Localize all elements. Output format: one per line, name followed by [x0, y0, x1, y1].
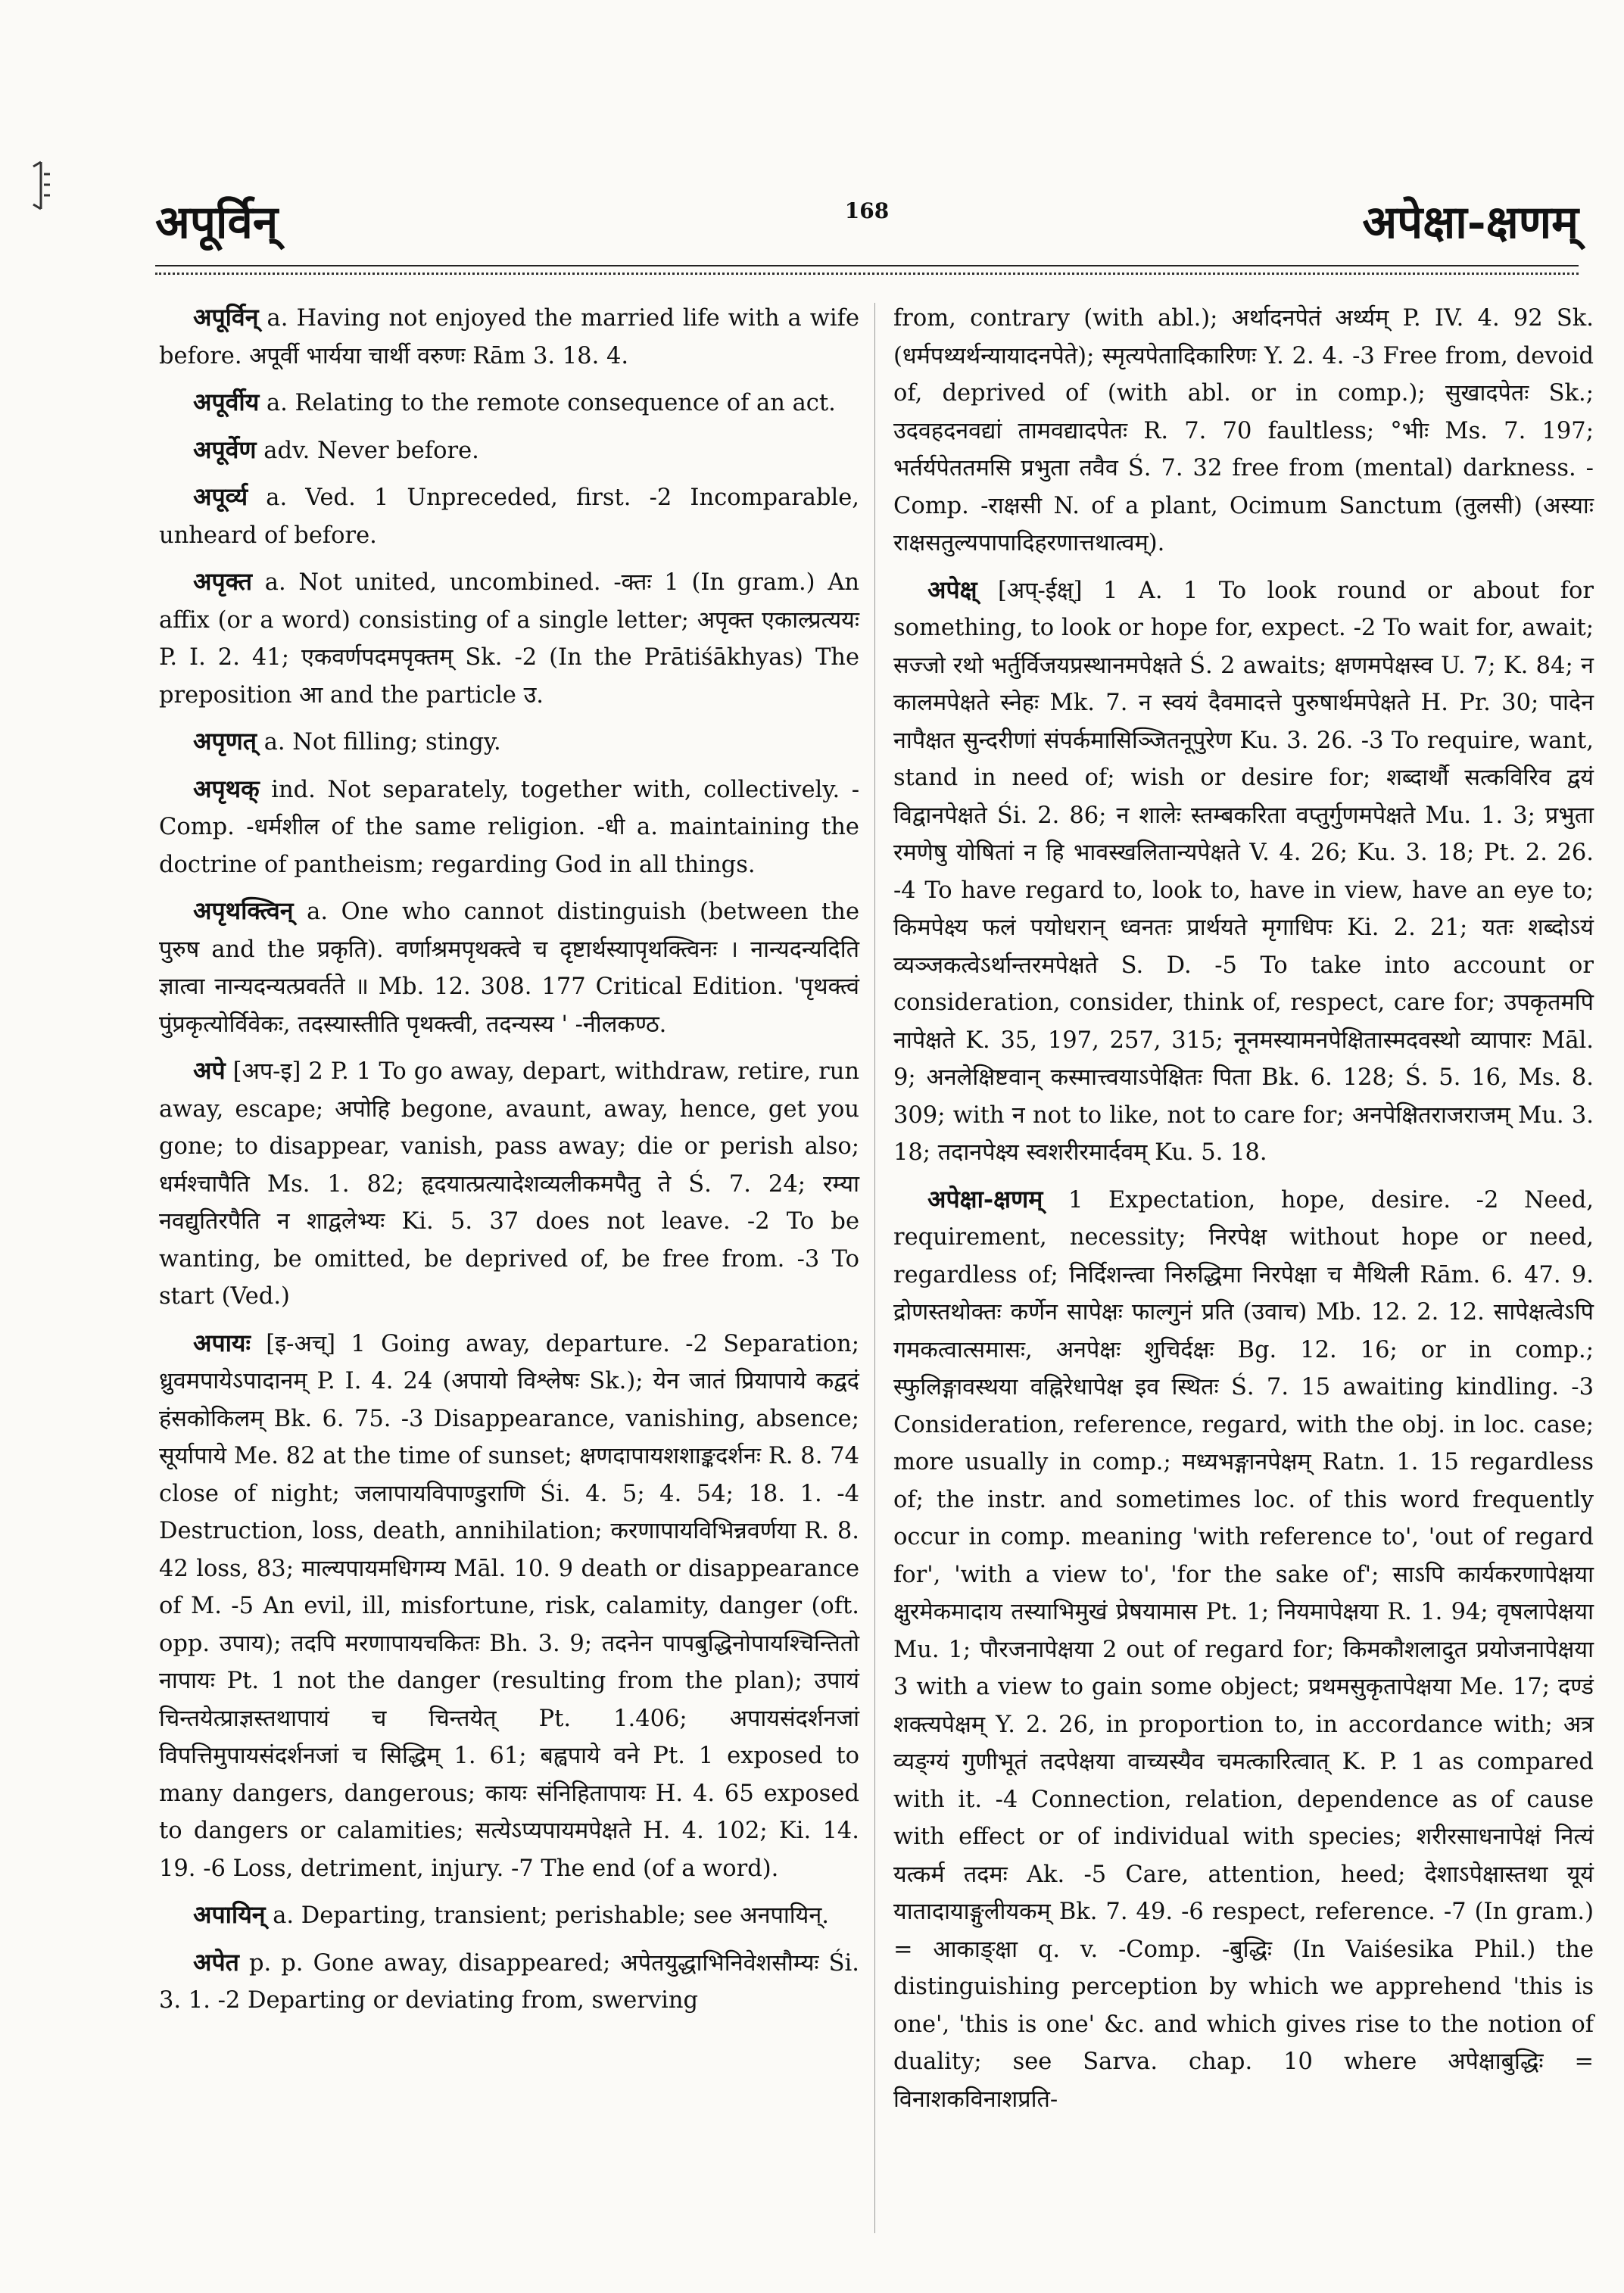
entry-definition: a. Not filling; stingy.: [257, 729, 501, 756]
entry-headword: अपायिन्: [193, 1900, 266, 1929]
entry-headword: अपृणत्: [193, 727, 257, 756]
header-left-word: अपूर्विन्: [155, 196, 279, 249]
entry-headword: अपृथक्: [193, 774, 260, 803]
margin-bracket-mark: [27, 159, 55, 212]
entry-headword: अपूर्विन्: [193, 303, 259, 332]
entry-definition: a. Relating to the remote consequence of an act.: [259, 390, 836, 416]
entry-headword: अपेक्षा-क्षणम्: [927, 1184, 1043, 1213]
column-divider: [874, 303, 875, 2233]
entry-definition: a. Departing, transient; perishable; see अनपायिन्.: [265, 1902, 829, 1929]
dictionary-entry: [159, 1325, 859, 1888]
running-header: [155, 189, 1579, 250]
right-column: [893, 299, 1594, 2127]
page-number: 168: [844, 198, 890, 223]
entry-headword: अपृथक्त्विन्: [193, 896, 294, 925]
dictionary-entry: [893, 1181, 1594, 2119]
entry-headword: अपे: [193, 1056, 226, 1085]
entry-headword: अपायः: [193, 1328, 251, 1357]
entry-definition: [इ-अच्] 1 Going away, departure. -2 Separation; ध्रुवमपायेऽपादानम् P. I. 4. 24 (अपायो विश्लेषः Sk.); येन जातं प्रियापाये कद्वदं हंसकोकिलम् Bk. 6. 75. -3 Disappearance, vanishing, absence; सूर्यापाये Me. 82 at the time of sunset; क्षणदापायशशाङ्कदर्शनः R. 8. 74 close of night; जलापायविपाण्डुराणि Śi. 4. 5; 4. 54; 18. 1. -4 Destruction, loss, death, annihilation; करणापायविभिन्नवर्णया R. 8. 42 loss, 83; माल्यपायमधिगम्य Māl. 10. 9 death or disappearance of M. -5 An evil, ill, misfortune, risk, calamity, danger (oft. opp. उपाय); तदपि मरणापायचकितः Bh. 3. 9; तदनेन पापबुद्धिनोपायश्चिन्तितो नापायः Pt. 1 not the danger (resulting from the plan); उपायं चिन्तयेत्प्राज्ञस्तथापायं च चिन्तयेत् Pt. 1.406; अपायसंदर्शनजां विपत्तिमुपायसंदर्शनजां च सिद्धिम् 1. 61; बह्वपाये वने Pt. 1 exposed to many dangers, dangerous; कायः संनिहितापायः H. 4. 65 exposed to dangers or calamities; सत्येऽप्यपायमपेक्षते H. 4. 102; Ki. 14. 19. -6 Loss, detriment, injury. -7 The end (of a word).: [159, 1330, 859, 1882]
entry-headword: अपेक्ष्: [927, 575, 977, 604]
entry-definition: [अप-इ] 2 P. 1 To go away, depart, withdraw, retire, run away, escape; अपोहि begone, avaunt, away, hence, get you gone; to disappear, vanish, pass away; die or perish also; धर्मश्चापैति Ms. 1. 82; हृदयात्प्रत्यादेशव्यलीकमपैतु ते Ś. 7. 24; रम्या नवद्युतिरपैति न शाद्वलेभ्यः Ki. 5. 37 does not leave. -2 To be wanting, be omitted, be deprived of, be free from. -3 To start (Ved.): [159, 1058, 859, 1310]
entry-definition: from, contrary (with abl.); अर्थादनपेतं अर्थ्यम् P. IV. 4. 92 Sk. (धर्मपथ्यर्थन्यायादनपेते); स्मृत्यपेतादिकारिणः Y. 2. 4. -3 Free from, devoid of, deprived of (with abl. or in comp.); सुखादपेतः Sk.; उदवहदनवद्यां तामवद्यादपेतः R. 7. 70 faultless; °भीः Ms. 7. 197; भर्तर्यपेततमसि प्रभुता तवैव Ś. 7. 32 free from (mental) darkness. -Comp. -राक्षसी N. of a plant, Ocimum Sanctum (तुलसी) (अस्याः राक्षसतुल्यपापादिहरणात्तथात्वम्).: [893, 305, 1594, 556]
entry-definition: p. p. Gone away, disappeared; अपेतयुद्धाभिनिवेशसौम्यः Śi. 3. 1. -2 Departing or deviating from, swerving: [159, 1949, 859, 2014]
dictionary-entry: [159, 431, 859, 470]
entry-headword: अपृक्त: [193, 567, 253, 596]
dictionary-entry: [159, 478, 859, 554]
header-right-word: अपेक्षा-क्षणम्: [1362, 196, 1579, 249]
entry-definition: ind. Not separately, together with, collectively. -Comp. -धर्मशील of the same religion. -धी a. maintaining the doctrine of pantheism; regarding God in all things.: [159, 776, 859, 878]
dictionary-entry: [159, 1052, 859, 1316]
entry-headword: अपेत: [193, 1947, 239, 1977]
dictionary-entry: [159, 893, 859, 1043]
dictionary-entry: [159, 723, 859, 762]
dictionary-entry: [159, 771, 859, 884]
entry-definition: [अप्-ईक्ष्] 1 A. 1 To look round or about for something, to look or hope for, expect. -2 To wait for, await; सज्जो रथो भर्तुर्विजयप्रस्थानमपेक्षते Ś. 2 awaits; क्षणमपेक्षस्व U. 7; K. 84; न कालमपेक्षते स्नेहः Mk. 7. न स्वयं दैवमादत्ते पुरुषार्थमपेक्षते H. Pr. 30; पादेन नापैक्षत सुन्दरीणां संपर्कमासिञ्जितनूपुरेण Ku. 3. 26. -3 To require, want, stand in need of; wish or desire for; शब्दार्थौ सत्कविरिव द्वयं विद्वानपेक्षते Śi. 2. 86; न शालेः स्तम्बकरिता वप्तुर्गुणमपेक्षते Mu. 1. 3; प्रभुता रमणेषु योषितां न हि भावस्खलितान्यपेक्षते V. 4. 26; Ku. 3. 18; Pt. 2. 26. -4 To have regard to, look to, have in view, have an eye to; किमपेक्ष्य फलं पयोधरान् ध्वनतः प्रार्थयते मृगाधिपः Ki. 2. 21; यतः शब्दोऽयं व्यञ्जकत्वेऽर्थान्तरमपेक्षते S. D. -5 To take into account or consideration, consider, think of, respect, care for; उपकृतमपि नापेक्षते K. 35, 197, 257, 315; नूनमस्यामनपेक्षितास्मदवस्थो व्यापारः Māl. 9; अनलेक्षिष्टवान् कस्मात्त्वयाऽपेक्षितः पिता Bk. 6. 128; Ś. 5. 16, Ms. 8. 309; with न not to like, not to care for; अनपेक्षितराजराजम् Mu. 3. 18; तदानपेक्ष्य स्वशरीरमार्दवम् Ku. 5. 18.: [893, 577, 1594, 1166]
left-column: [159, 299, 859, 2029]
dictionary-entry-continued: [893, 299, 1594, 562]
header-rule: [155, 265, 1579, 266]
dictionary-entry: [159, 1896, 859, 1935]
entry-definition: a. Not united, uncombined. -क्तः 1 (In gram.) An affix (or a word) consisting of a single letter; अपृक्त एकाल्प्रत्ययः P. I. 2. 41; एकवर्णपदमपृक्तम् Sk. -2 (In the Prātiśākhyas) The preposition आ and the particle उ.: [159, 569, 859, 709]
entry-headword: अपूर्वीय: [193, 388, 260, 416]
dictionary-entry: [159, 299, 859, 375]
entry-headword: अपूर्व्य: [193, 482, 248, 511]
header-dotted-rule: [155, 273, 1579, 275]
entry-definition: adv. Never before.: [256, 437, 479, 464]
dictionary-entry: [159, 563, 859, 714]
dictionary-entry: [159, 1944, 859, 2020]
entry-definition: 1 Expectation, hope, desire. -2 Need, requirement, necessity; निरपेक्ष without hope or need, regardless of; निर्दिशन्त्वा निरुद्धिमा निरपेक्षा च मैथिली Rām. 6. 47. 9. द्रोणस्तथोक्तः कर्णेन सापेक्षः फाल्गुनं प्रति (उवाच) Mb. 12. 2. 12. सापेक्षत्वेऽपि गमकत्वात्समासः, अनपेक्षः शुचिर्दक्षः Bg. 12. 16; or in comp.; स्फुलिङ्गावस्थया वह्निरेधापेक्ष इव स्थितः Ś. 7. 15 awaiting kindling. -3 Consideration, reference, regard, with the obj. in loc. case; more usually in comp.; मध्यभङ्गानपेक्षम् Ratn. 1. 15 regardless of; the instr. and sometimes loc. of this word frequently occur in comp. meaning 'with reference to', 'out of regard for', 'with a view to', 'for the sake of'; साऽपि कार्यकरणापेक्षया क्षुरमेकमादाय तस्याभिमुखं प्रेषयामास Pt. 1; नियमापेक्षया R. 1. 94; वृषलापेक्षया Mu. 1; पौरजनापेक्षया 2 out of regard for; किमकौशलादुत प्रयोजनापेक्षया 3 with a view to gain some object; प्रथमसुकृतापेक्षया Me. 17; दण्डं शक्त्यपेक्षम् Y. 2. 26, in proportion to, in accordance with; अत्र व्यङ्ग्यं गुणीभूतं तदपेक्षया वाच्यस्यैव चमत्कारित्वात् K. P. 1 as compared with it. -4 Connection, relation, dependence as of cause with effect or of individual with species; शरीरसाधनापेक्षं नित्यं यत्कर्म तदमः Ak. -5 Care, attention, heed; देशाऽपेक्षास्तथा यूयं यातादायाङ्गुलीयकम् Bk. 7. 49. -6 respect, reference. -7 (In gram.) = आकाङ्क्षा q. v. -Comp. -बुद्धिः (In Vaiśesika Phil.) the distinguishing perception by which we apprehend 'this is one', 'this is one' &c. and which gives rise to the notion of duality; see Sarva. chap. 10 where अपेक्षाबुद्धिः = विनाशकविनाशप्रति-: [893, 1186, 1594, 2113]
entry-definition: a. Having not enjoyed the married life with a wife before. अपूर्वी भार्यया चार्थी वरुणः Rām 3. 18. 4.: [159, 305, 859, 369]
entry-headword: अपूर्वेण: [193, 435, 257, 464]
dictionary-entry: [893, 572, 1594, 1172]
entry-definition: a. Ved. 1 Unpreceded, first. -2 Incomparable, unheard of before.: [159, 484, 859, 549]
dictionary-entry: [159, 384, 859, 422]
entry-definition: a. One who cannot distinguish (between the पुरुष and the प्रकृति). वर्णाश्रमपृथक्त्वे च दृष्टार्थस्यापृथक्त्विनः । नान्यदन्यदिति ज्ञात्वा नान्यदन्यत्प्रवर्तते ॥ Mb. 12. 308. 177 Critical Edition. 'पृथक्त्वं पुंप्रकृत्योर्विवेकः, तदस्यास्तीति पृथक्त्वी, तदन्यस्य ' -नीलकण्ठ.: [159, 899, 859, 1038]
